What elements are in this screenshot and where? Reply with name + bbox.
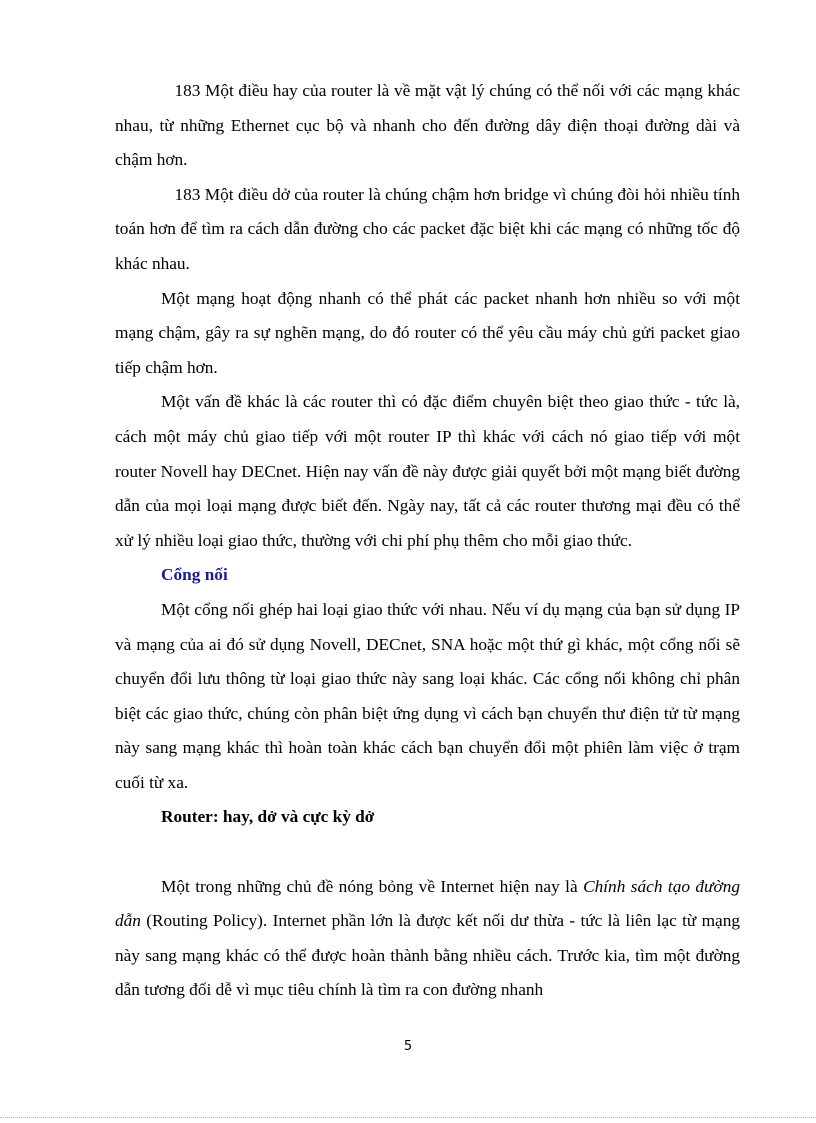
paragraph-router-disadvantage: 183 Một điều dở của router là chúng chậm hơn bridge vì chúng đòi hỏi nhiều tính toán hơn để tìm ra cách dẫn đường cho các packet đặc biệt khi các mạng có những tốc độ khác nhau. (115, 184, 740, 273)
page-number: 5 (403, 1039, 413, 1054)
heading-router-summary: Router: hay, dở và cực kỳ dở (161, 807, 375, 827)
paragraph-network-congestion: Một mạng hoạt động nhanh có thể phát các packet nhanh hơn nhiều so với một mạng chậm, gây ra sự nghẽn mạng, do đó router có thể yêu cầu máy chủ gửi packet giao tiếp chậm hơn. (115, 288, 740, 377)
paragraph-router-advantage: 183 Một điều hay của router là về mặt vật lý chúng có thể nối với các mạng khác nhau, từ những Ethernet cục bộ và nhanh cho đến đường dây điện thoại đường dài và chậm hơn. (115, 81, 740, 170)
blank-line (115, 835, 740, 870)
routing-policy-italic-term: Chính sách tạo đường dẫn (115, 876, 740, 931)
paragraph-gateway: Một cổng nối ghép hai loại giao thức với nhau. Nếu ví dụ mạng của bạn sử dụng IP và mạng của ai đó sử dụng Novell, DECnet, SNA hoặc một thứ gì khác, một cổng nối sẽ chuyển đổi lưu thông từ loại giao thức này sang loại khác. Các cổng nối không chỉ phân biệt các giao thức, chúng còn phân biệt ứng dụng vì cách bạn chuyển thư điện tử từ mạng này sang mạng khác thì hoàn toàn khác cách bạn chuyển đổi một phiên làm việc ở trạm cuối từ xa. (115, 599, 740, 792)
heading-gateway: Cổng nối (161, 565, 228, 585)
document-page (115, 74, 740, 1008)
paragraph-routing-policy (115, 870, 740, 1008)
routing-policy-text-rest: (Routing Policy). Internet phần lớn là được kết nối dư thừa - tức là liên lạc từ mạng này sang mạng khác có thể được hoàn thành bằng nhiều cách. Trước kia, tìm một đường dẫn tương đối dễ vì mục tiêu chính là tìm ra con đường nhanh (115, 911, 740, 1000)
paragraph-protocol-specific: Một vấn đề khác là các router thì có đặc điểm chuyên biệt theo giao thức - tức là, cách một máy chủ giao tiếp với một router IP thì khác với cách nó giao tiếp với một router Novell hay DECnet. Hiện nay vấn đề này được giải quyết bởi một mạng biết đường dẫn của mọi loại mạng được biết đến. Ngày nay, tất cả các router thương mại đều có thể xử lý nhiều loại giao thức, thường với chi phí phụ thêm cho mỗi giao thức. (115, 392, 740, 550)
page-bottom-divider (0, 1117, 816, 1118)
routing-policy-text-start: Một trong những chủ đề nóng bỏng về Internet hiện nay là (161, 876, 584, 896)
